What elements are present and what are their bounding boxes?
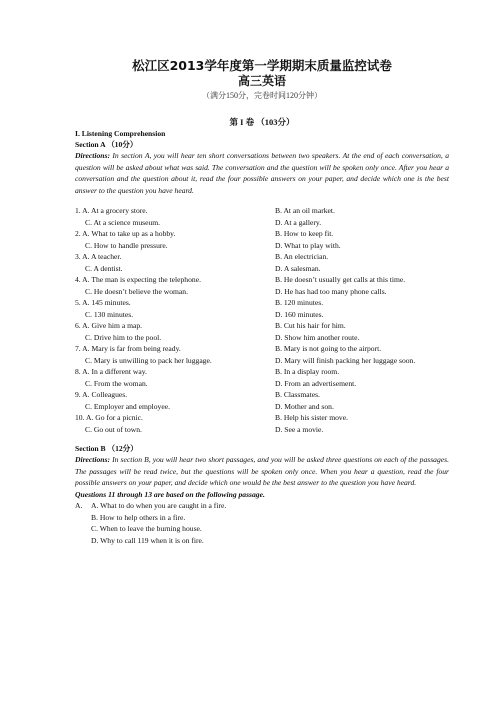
section-b-heading: Section B （12分） xyxy=(75,444,138,453)
option-d: D. Mary will finish packing her luggage soon. xyxy=(275,355,416,365)
option-a: 3. A. A teacher. xyxy=(75,252,122,261)
option-c: C. At a science museum. xyxy=(85,217,161,227)
question-list xyxy=(75,205,449,435)
section-a-directions xyxy=(75,150,449,196)
question-row xyxy=(75,378,449,390)
option-b: B. In a display room. xyxy=(275,367,340,376)
option-a: 4. A. The man is expecting the telephone. xyxy=(75,275,201,284)
passage-option-row xyxy=(75,523,449,535)
option-d: D. 160 minutes. xyxy=(275,309,324,319)
option-d: D. At a gallery. xyxy=(275,217,322,227)
passage-option-row xyxy=(75,500,449,512)
option-b: B. Mary is not going to the airport. xyxy=(275,344,382,353)
question-row xyxy=(75,320,449,332)
directions-body: In section A, you will hear ten short conversations between two speakers. At the end of each conversation, a question will be asked about what was said. The conversation and the question will be spoken only once. After you hear a conversation and the question about it, read the four possible answers on your paper, and decide which one is the best answer to the question you have heard. xyxy=(75,151,449,195)
option-d: D. See a movie. xyxy=(275,424,324,434)
option-d: D. Show him another route. xyxy=(275,332,360,342)
passage-option: C. When to leave the burning house. xyxy=(91,524,202,533)
question-row xyxy=(75,309,449,321)
option-b: B. 120 minutes. xyxy=(275,298,324,307)
spacer xyxy=(75,435,449,443)
directions-lead: Directions: xyxy=(75,151,111,160)
exam-subtitle: 高三英语 xyxy=(237,74,286,88)
option-a: 5. A. 145 minutes. xyxy=(75,298,131,307)
option-d: D. He has had too many phone calls. xyxy=(275,286,387,296)
option-a: 9. A. Colleagues. xyxy=(75,390,128,399)
option-b: B. At an oil market. xyxy=(275,206,335,215)
section-a-heading: Section A （10分） xyxy=(75,140,138,149)
question-row xyxy=(75,251,449,263)
passage-option-row xyxy=(75,512,449,524)
option-c: C. Mary is unwilling to pack her luggage. xyxy=(85,355,212,365)
exam-title: 松江区2013学年度第一学期期末质量监控试卷 xyxy=(132,58,392,73)
option-b: B. An electrician. xyxy=(275,252,329,261)
exam-meta: （满分150分，完卷时间120分钟） xyxy=(202,91,322,100)
question-row xyxy=(75,240,449,252)
question-row xyxy=(75,297,449,309)
option-a: 6. A. Give him a map. xyxy=(75,321,143,330)
option-a: 2. A. What to take up as a hobby. xyxy=(75,229,176,238)
question-row xyxy=(75,274,449,286)
passage-option: B. How to help others in a fire. xyxy=(91,512,186,522)
passage-option: A. What to do when you are caught in a fire. xyxy=(91,501,227,510)
option-b: B. Help his sister move. xyxy=(275,413,348,422)
question-row xyxy=(75,343,449,355)
question-row xyxy=(75,205,449,217)
passage-question-heading: Questions 11 through 13 are based on the following passage. xyxy=(75,489,265,499)
option-a: 7. A. Mary is far from being ready. xyxy=(75,344,181,353)
question-row xyxy=(75,332,449,344)
passage-option-row xyxy=(75,535,449,547)
option-c: C. He doesn’t believe the woman. xyxy=(85,286,188,296)
question-row xyxy=(75,366,449,378)
part-heading: 第 I 卷 （103分） xyxy=(229,117,295,127)
directions-body: In section B, you will hear two short passages, and you will be asked three questions on each of the passages. The passages will be read twice, but the questions will be spoken only once. When you hear a question, read the four possible answers on your paper, and decide which one would be the best answer to the question you have heard. xyxy=(75,455,449,487)
option-c: C. How to handle pressure. xyxy=(85,240,168,250)
question-row xyxy=(75,217,449,229)
passage-option: D. Why to call 119 when it is on fire. xyxy=(91,535,204,545)
option-a: 8. A. In a different way. xyxy=(75,367,147,376)
question-row xyxy=(75,412,449,424)
option-c: C. Go out of town. xyxy=(85,424,142,434)
option-b: B. How to keep fit. xyxy=(275,229,334,238)
listening-heading: I. Listening Comprehension xyxy=(75,129,166,138)
option-c: C. A dentist. xyxy=(85,263,123,273)
option-c: C. Employer and employee. xyxy=(85,401,170,411)
option-c: C. 130 minutes. xyxy=(85,309,134,319)
option-c: C. Drive him to the pool. xyxy=(85,332,162,342)
section-b-directions xyxy=(75,454,449,489)
question-row xyxy=(75,424,449,436)
option-d: D. Mother and son. xyxy=(275,401,334,411)
question-row xyxy=(75,389,449,401)
question-row xyxy=(75,228,449,240)
option-d: D. A salesman. xyxy=(275,263,321,273)
question-row xyxy=(75,355,449,367)
option-d: D. From an advertisement. xyxy=(275,378,357,388)
option-c: C. From the woman. xyxy=(85,378,148,388)
option-b: B. Classmates. xyxy=(275,390,320,399)
option-a: 1. A. At a grocery store. xyxy=(75,206,148,215)
question-row xyxy=(75,263,449,275)
passage-marker: A. xyxy=(75,501,83,510)
question-row xyxy=(75,401,449,413)
option-b: B. He doesn’t usually get calls at this time. xyxy=(275,275,406,284)
question-row xyxy=(75,286,449,298)
directions-lead: Directions: xyxy=(75,455,111,464)
option-b: B. Cut his hair for him. xyxy=(275,321,346,330)
option-d: D. What to play with. xyxy=(275,240,341,250)
option-a: 10. A. Go for a picnic. xyxy=(75,413,143,422)
